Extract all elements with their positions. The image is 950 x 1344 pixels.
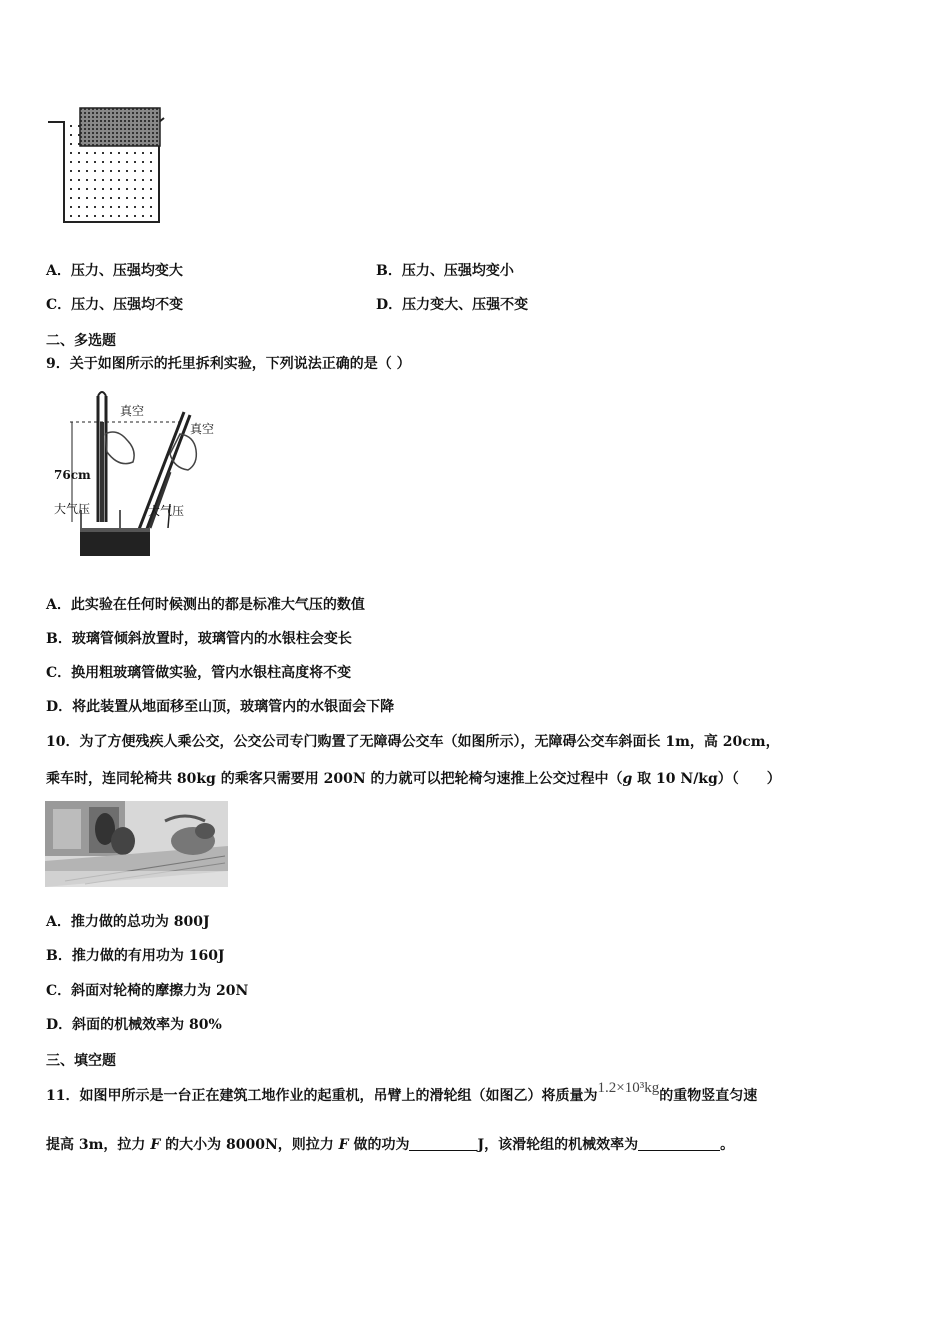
q11-line1-pre: 11．如图甲所示是一台正在建筑工地作业的起重机，吊臂上的滑轮组（如图乙）将质量为 <box>46 1088 598 1104</box>
q9-label-atm-2: 大气压 <box>148 504 185 518</box>
q10-stem-line2 <box>46 770 781 788</box>
q11-blank-efficiency[interactable] <box>638 1136 720 1151</box>
q8-option-b: B．压力、压强均变小 <box>376 263 514 279</box>
q8-option-c: C．压力、压强均不变 <box>46 297 184 313</box>
q9-option-d: D．将此装置从地面移至山顶，玻璃管内的水银面会下降 <box>46 699 395 715</box>
q11-line1-post: 的重物竖直匀速 <box>659 1088 758 1104</box>
section-fill-in: 三、填空题 <box>46 1053 116 1069</box>
q11-stem-line1 <box>46 1080 758 1105</box>
q10-stem-line1: 10．为了方便残疾人乘公交，公交公司专门购置了无障碍公交车（如图所示），无障碍公交车斜面长 1m，高 20cm， <box>46 734 780 750</box>
q10-g-symbol: g <box>622 771 633 787</box>
q11-line2-b: 的大小为 8000N，则拉力 <box>160 1137 339 1153</box>
q10-option-c: C．斜面对轮椅的摩擦力为 20N <box>46 983 249 999</box>
q10-option-a: A．推力做的总功为 800J <box>46 914 210 930</box>
q9-label-height: 76cm <box>54 468 91 482</box>
q9-label-vacuum-2: 真空 <box>190 422 215 436</box>
q9-option-b: B．玻璃管倾斜放置时，玻璃管内的水银柱会变长 <box>46 631 352 647</box>
q11-line2-a: 提高 3m，拉力 <box>46 1137 151 1153</box>
q11-stem-line2 <box>46 1136 734 1154</box>
q9-option-c: C．换用粗玻璃管做实验，管内水银柱高度将不变 <box>46 665 352 681</box>
q9-label-vacuum-1: 真空 <box>120 404 145 418</box>
q10-option-d: D．斜面的机械效率为 80% <box>46 1017 222 1033</box>
q8-option-d: D．压力变大、压强不变 <box>376 297 529 313</box>
q10-line2-pre: 乘车时，连同轮椅共 80kg 的乘客只需要用 200N 的力就可以把轮椅匀速推上公交过程中（ <box>46 771 623 787</box>
bus-ramp-photo <box>45 801 228 887</box>
q9-stem: 9．关于如图所示的托里拆利实验，下列说法正确的是（ ） <box>46 356 411 372</box>
q9-option-a: A．此实验在任何时候测出的都是标准大气压的数值 <box>46 597 365 613</box>
section-multiple-choice: 二、多选题 <box>46 333 116 349</box>
q11-line2-e: 。 <box>720 1137 735 1153</box>
q11-mass: 1.2×10³kg <box>597 1080 660 1096</box>
q8-option-a: A．压力、压强均变大 <box>46 263 183 279</box>
q11-line2-d: J，该滑轮组的机械效率为 <box>477 1137 639 1153</box>
q10-option-b: B．推力做的有用功为 160J <box>46 948 225 964</box>
q11-f-symbol-2: F <box>338 1137 349 1153</box>
q11-f-symbol-1: F <box>150 1137 161 1153</box>
q10-line2-post: 取 10 N/kg）（ ） <box>632 771 781 787</box>
q9-label-atm-1: 大气压 <box>54 502 91 516</box>
q11-blank-work[interactable] <box>409 1136 477 1151</box>
q11-line2-c: 做的功为 <box>348 1137 410 1153</box>
container-block-figure <box>44 104 169 229</box>
